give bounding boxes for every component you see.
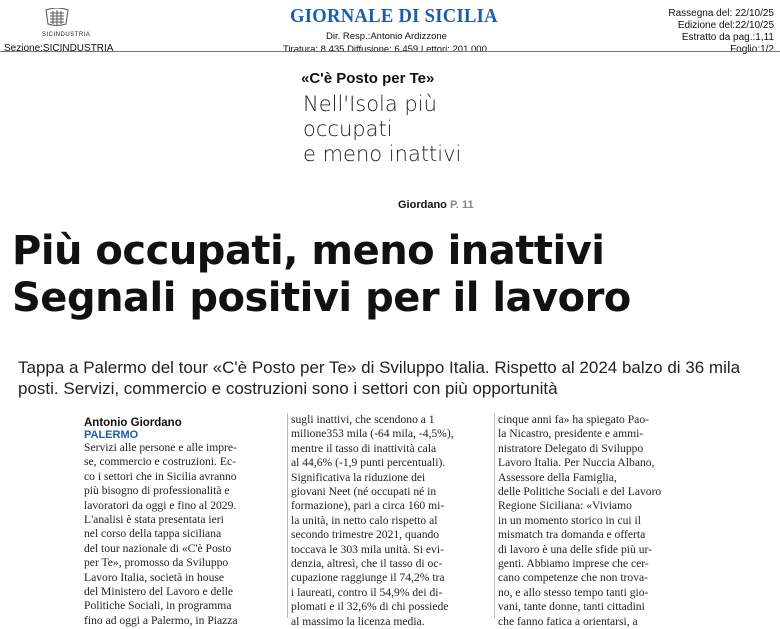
circulation-stats: Tiratura: 8.435 Diffusione: 6.459 Lettori: 201.000 [283, 44, 487, 55]
body-line: mismatch tra domanda e offerta [498, 528, 646, 542]
body-line: L'analisi è stata presentata ieri [84, 513, 224, 527]
body-line: delle Politiche Sociali e del Lavoro [498, 485, 662, 499]
body-line: in un momento storico in cui il [498, 513, 641, 527]
section-label: Sezione:SICINDUSTRIA [4, 43, 114, 54]
sheet-number: Foglio:1/2 [730, 44, 774, 55]
article-column-3 [498, 413, 696, 629]
article-column-2 [291, 413, 489, 629]
body-line: denzia, altresì, che il tasso di oc- [291, 557, 443, 571]
body-line: la Nicastro, presidente e ammi- [498, 427, 644, 441]
body-line: vani, tante donne, tanti cittadini [498, 600, 645, 614]
body-line: per Te», promosso da Sviluppo [84, 556, 229, 570]
rassegna-date: Rassegna del: 22/10/25 [668, 8, 774, 19]
body-line: mentre il tasso di inattività cala [291, 441, 437, 455]
page-extract: Estratto da pag.:1,11 [681, 32, 774, 43]
body-line: cano competenze che non trova- [498, 571, 648, 585]
body-line: i laureati, contro il 54,9% dei di- [291, 585, 443, 599]
teaser-line: e meno inattivi [303, 142, 462, 166]
body-line: la unità, in netto calo rispetto al [291, 513, 438, 527]
body-line: Lavoro Italia, società in house [84, 570, 225, 584]
teaser-author: Giordano [398, 199, 447, 211]
body-line: al massimo la licenza media. [291, 614, 425, 628]
newspaper-masthead: GIORNALE DI SICILIA [290, 5, 498, 27]
body-line: toccava le 303 mila unità. Si evi- [291, 542, 444, 556]
body-line: lavoratori da oggi e fino al 2029. [84, 498, 237, 512]
body-line: del tour nazionale di «C'è Posto [84, 541, 232, 555]
body-line: formazione), pari a circa 160 mi- [291, 499, 445, 513]
article-column-1 [84, 441, 282, 628]
article-byline: Antonio Giordano [84, 417, 182, 429]
teaser-kicker: «C'è Posto per Te» [301, 70, 435, 87]
body-line: plomati e il 32,6% di chi possiede [291, 600, 449, 614]
headline-line: Segnali positivi per il lavoro [12, 275, 631, 321]
teaser-reference [398, 199, 474, 211]
headline-line: Più occupati, meno inattivi [12, 228, 605, 274]
teaser-title [303, 92, 461, 167]
body-line: Significativa la riduzione dei [291, 470, 426, 484]
body-line: Politiche Sociali, in programma [84, 599, 232, 613]
body-line: milione353 mila (-64 mila, -4,5%), [291, 427, 454, 441]
column-divider [494, 413, 495, 618]
body-line: se, commercio e costruzioni. Ec- [84, 455, 236, 469]
body-line: genti. Abbiamo imprese che cer- [498, 557, 649, 571]
body-line: di lavoro è una delle sfide più ur- [498, 542, 652, 556]
teaser-line: occupati [303, 117, 393, 141]
body-line: al 44,6% (-1,9 punti percentuali). [291, 456, 446, 470]
header-divider [0, 51, 780, 52]
logo-text: SICINDUSTRIA [42, 32, 91, 38]
teaser-page: P. 11 [449, 199, 474, 211]
body-line: Lavoro Italia. Per Nuccia Albano, [498, 456, 655, 470]
body-line: Assessore della Famiglia, [498, 470, 617, 484]
body-line: che fanno fatica a orientarsi, a [498, 614, 638, 628]
body-line: più bisogno di professionalità e [84, 484, 230, 498]
body-line: co i settori che in Sicilia avranno [84, 469, 237, 483]
body-line: del Ministero del Lavoro e delle [84, 585, 234, 599]
article-subhead: Tappa a Palermo del tour «C'è Posto per Te» di Sviluppo Italia. Rispetto al 2024 balzo di 36 mila posti. Servizi, commercio e costruzioni sono i settori con più opportunità [18, 358, 741, 398]
column-divider [287, 413, 288, 618]
body-line: fino ad oggi a Palermo, in Piazza [84, 613, 238, 627]
body-line: nel corso della tappa siciliana [84, 527, 222, 541]
sicindustria-logo-icon [42, 8, 72, 26]
body-line: Servizi alle persone e alle impre- [84, 441, 237, 454]
body-line: cinque anni fa» ha spiegato Pao- [498, 413, 649, 426]
body-line: Regione Siciliana: «Viviamo [498, 499, 632, 513]
article-headline [12, 228, 631, 322]
body-line: no, e allo stesso tempo tanti gio- [498, 585, 649, 599]
body-line: secondo trimestre 2021, quando [291, 528, 440, 542]
body-line: sugli inattivi, che scendono a 1 [291, 413, 435, 426]
article-dateline: PALERMO [84, 429, 139, 441]
body-line: giovani Neet (né occupati né in [291, 485, 437, 499]
director-label: Dir. Resp.:Antonio Ardizzone [326, 31, 447, 42]
body-line: nistratore Delegato di Sviluppo [498, 441, 644, 455]
teaser-line: Nell'Isola più [303, 92, 437, 116]
edition-date: Edizione del:22/10/25 [677, 20, 774, 31]
body-line: cupazione raggiunge il 74,2% tra [291, 571, 445, 585]
